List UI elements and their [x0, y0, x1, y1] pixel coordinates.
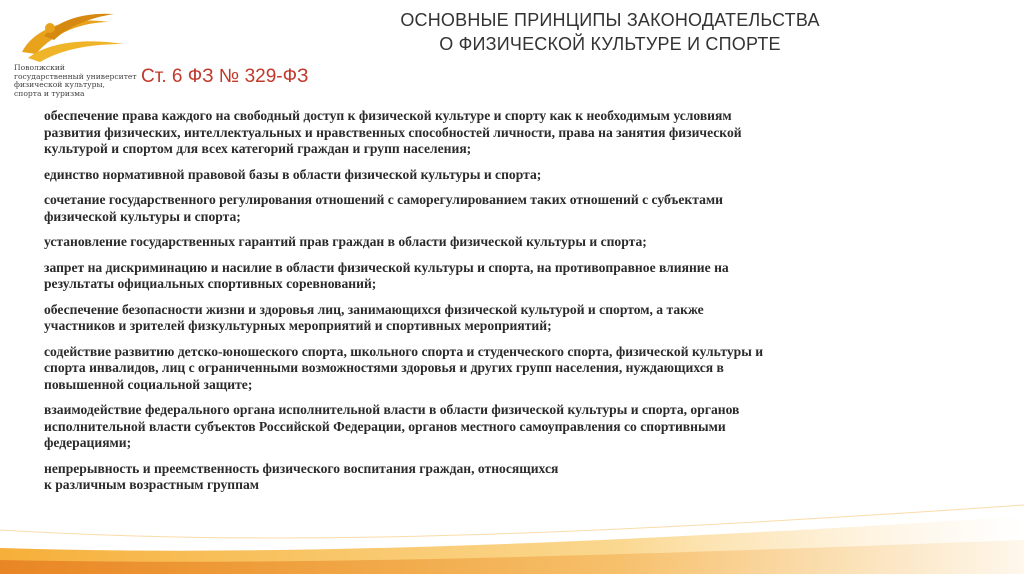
list-item-line: физической культуры и спорта; — [44, 208, 241, 224]
list-item — [44, 402, 974, 452]
list-item — [44, 192, 974, 225]
list-item-line: обеспечение безопасности жизни и здоровья лиц, занимающихся физической культурой и спортом, а также — [44, 301, 704, 317]
list-item-line: к различным возрастным группам — [44, 477, 260, 492]
list-item — [44, 167, 974, 184]
list-item-line: установление государственных гарантий прав граждан в области физической культуры и спорта; — [44, 234, 647, 249]
laurel-flame-icon — [14, 8, 144, 64]
list-item — [44, 260, 974, 293]
list-item-line: единство нормативной правовой базы в области физической культуры и спорта; — [44, 166, 542, 182]
logo-text-line: государственный университет — [14, 71, 137, 81]
list-item — [44, 108, 974, 158]
logo-text-line: физической культуры, — [14, 80, 105, 90]
title-line-2: О ФИЗИЧЕСКОЙ КУЛЬТУРЕ И СПОРТЕ — [439, 34, 781, 54]
principles-list — [44, 108, 974, 503]
title-line-1: ОСНОВНЫЕ ПРИНЦИПЫ ЗАКОНОДАТЕЛЬСТВА — [400, 10, 820, 30]
list-item-line: содействие развитию детско-юношеского спорта, школьного спорта и студенческого спорта, физической культуры и — [44, 343, 764, 359]
list-item — [44, 344, 974, 394]
list-item-line: повышенной социальной защите; — [44, 376, 253, 392]
list-item-line: непрерывность и преемственность физического воспитания граждан, относящихся — [44, 460, 559, 476]
list-item — [44, 302, 974, 335]
logo-text-line: спорта и туризма — [14, 88, 85, 98]
list-item-line: культурой и спортом для всех категорий граждан и групп населения; — [44, 141, 472, 156]
logo-text-line: Поволжский — [14, 63, 65, 72]
university-logo — [14, 8, 144, 104]
list-item-line: развития физических, интеллектуальных и нравственных способностей личности, права на занятия физической — [44, 124, 742, 140]
list-item-line: спорта инвалидов, лиц с ограниченными возможностями здоровья и других групп населения, нуждающихся в — [44, 360, 724, 375]
list-item — [44, 234, 974, 251]
page-title — [360, 8, 860, 56]
list-item-line: участников и зрителей физкультурных мероприятий и спортивных мероприятий; — [44, 318, 552, 333]
list-item-line: взаимодействие федерального органа исполнительной власти в области физической культуры и спорта, органов — [44, 402, 740, 417]
list-item — [44, 461, 974, 494]
list-item-line: запрет на дискриминацию и насилие в области физической культуры и спорта, на противоправное влияние на — [44, 259, 729, 275]
list-item-line: обеспечение права каждого на свободный доступ к физической культуре и спорту как к необходимым условиям — [44, 108, 732, 123]
law-reference: Ст. 6 ФЗ № 329-ФЗ — [141, 66, 309, 87]
list-item-line: результаты официальных спортивных соревнований; — [44, 276, 377, 291]
list-item-line: федерациями; — [44, 435, 132, 450]
list-item-line: исполнительной власти субъектов Российской Федерации, органов местного самоуправления со спортивными — [44, 418, 726, 434]
list-item-line: сочетание государственного регулирования отношений с саморегулированием таких отношений с субъектами — [44, 192, 723, 207]
